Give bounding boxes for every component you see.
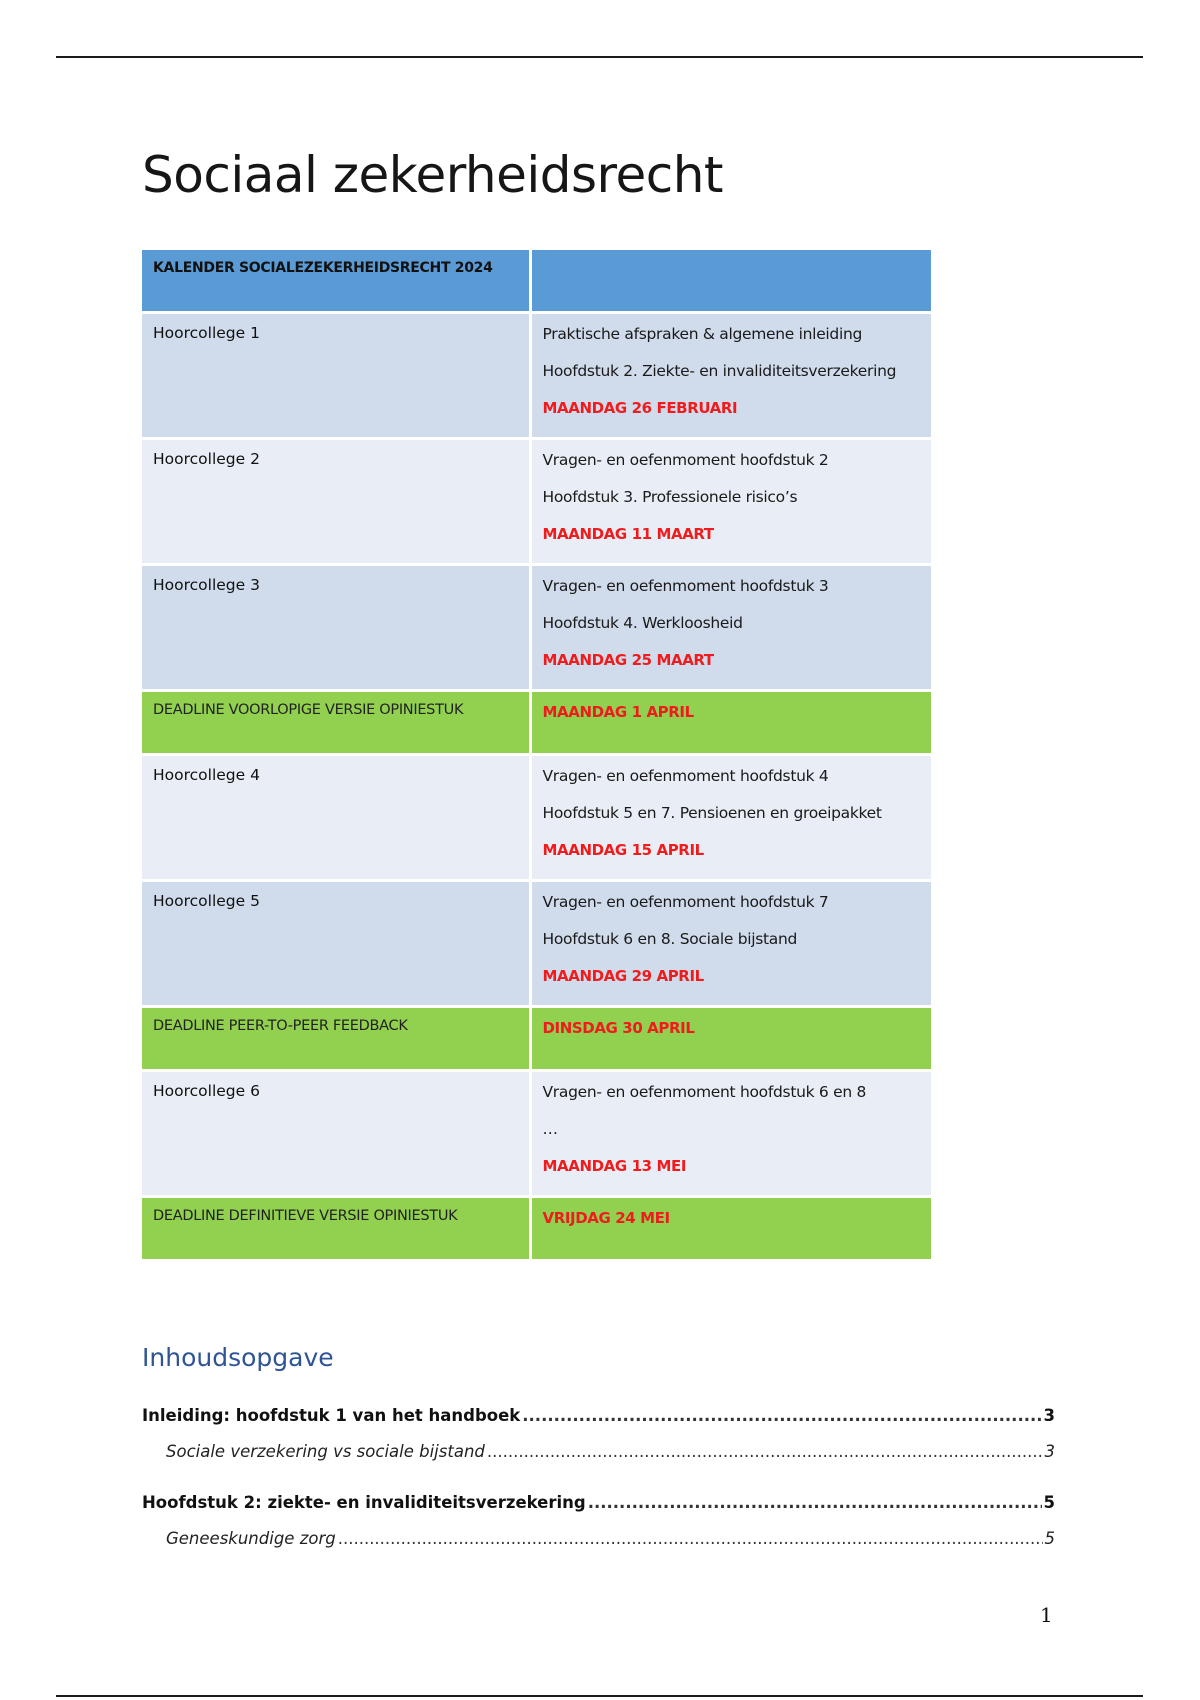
session-details [530, 565, 931, 691]
session-chapter: Hoofdstuk 6 en 8. Sociale bijstand [542, 930, 798, 948]
toc-page-number[interactable]: 5 [1044, 1529, 1055, 1548]
page-number: 1 [1040, 1603, 1053, 1627]
toc-page-number[interactable]: 5 [1043, 1493, 1055, 1512]
deadline-date: MAANDAG 1 APRIL [542, 703, 694, 721]
session-topic: Vragen- en oefenmoment hoofdstuk 6 en 8 [542, 1083, 867, 1101]
deadline-label: DEADLINE VOORLOPIGE VERSIE OPINIESTUK [142, 691, 530, 755]
table-row [142, 881, 931, 1007]
toc-heading: Inhoudsopgave [142, 1343, 334, 1372]
session-date: MAANDAG 15 APRIL [542, 841, 704, 859]
toc-leader [588, 1493, 1042, 1512]
toc-entry-text[interactable]: Sociale verzekering vs sociale bijstand [166, 1442, 485, 1461]
calendar-table [142, 250, 931, 1262]
toc-entry[interactable] [142, 1529, 1055, 1548]
session-topic: Vragen- en oefenmoment hoofdstuk 7 [542, 893, 829, 911]
session-details [530, 1071, 931, 1197]
session-label: Hoorcollege 3 [142, 565, 530, 691]
session-label: Hoorcollege 1 [142, 313, 530, 439]
deadline-date: DINSDAG 30 APRIL [542, 1019, 695, 1037]
toc-entry[interactable] [142, 1406, 1055, 1425]
deadline-date: VRIJDAG 24 MEI [542, 1209, 670, 1227]
session-label: Hoorcollege 2 [142, 439, 530, 565]
session-topic: Praktische afspraken & algemene inleiding [542, 325, 863, 343]
bottom-rule [56, 1695, 1143, 1697]
deadline-row [142, 691, 931, 755]
toc-leader [338, 1529, 1043, 1548]
document-title: Sociaal zekerheidsrecht [142, 146, 724, 204]
top-rule [56, 56, 1143, 58]
toc-leader [522, 1406, 1041, 1425]
session-chapter: … [542, 1120, 558, 1138]
toc-entry-text[interactable]: Hoofdstuk 2: ziekte- en invaliditeitsverzekering [142, 1493, 586, 1512]
toc-entry[interactable] [142, 1442, 1055, 1461]
session-details [530, 755, 931, 881]
toc-entry-text[interactable]: Inleiding: hoofdstuk 1 van het handboek [142, 1406, 521, 1425]
table-row [142, 1071, 931, 1197]
session-date: MAANDAG 29 APRIL [542, 967, 704, 985]
session-topic: Vragen- en oefenmoment hoofdstuk 3 [542, 577, 829, 595]
session-chapter: Hoofdstuk 4. Werkloosheid [542, 614, 743, 632]
session-label: Hoorcollege 4 [142, 755, 530, 881]
toc-entry-text[interactable]: Geneeskundige zorg [166, 1529, 336, 1548]
table-row [142, 565, 931, 691]
calendar-header-right [530, 250, 931, 313]
toc-entry[interactable] [142, 1493, 1055, 1512]
table-row [142, 313, 931, 439]
session-date: MAANDAG 26 FEBRUARI [542, 399, 738, 417]
deadline-details [530, 1197, 931, 1261]
session-chapter: Hoofdstuk 3. Professionele risico’s [542, 488, 798, 506]
session-date: MAANDAG 25 MAART [542, 651, 714, 669]
session-details [530, 881, 931, 1007]
session-details [530, 313, 931, 439]
table-row [142, 439, 931, 565]
session-chapter: Hoofdstuk 5 en 7. Pensioenen en groeipakket [542, 804, 882, 822]
deadline-label: DEADLINE DEFINITIEVE VERSIE OPINIESTUK [142, 1197, 530, 1261]
calendar-header: KALENDER SOCIALEZEKERHEIDSRECHT 2024 [142, 250, 530, 313]
session-label: Hoorcollege 6 [142, 1071, 530, 1197]
deadline-row [142, 1197, 931, 1261]
toc-page-number[interactable]: 3 [1043, 1406, 1055, 1425]
toc-page-number[interactable]: 3 [1044, 1442, 1055, 1461]
table-row [142, 755, 931, 881]
session-date: MAANDAG 13 MEI [542, 1157, 687, 1175]
deadline-label: DEADLINE PEER-TO-PEER FEEDBACK [142, 1007, 530, 1071]
deadline-details [530, 1007, 931, 1071]
session-topic: Vragen- en oefenmoment hoofdstuk 4 [542, 767, 829, 785]
session-label: Hoorcollege 5 [142, 881, 530, 1007]
toc-leader [487, 1442, 1043, 1461]
session-topic: Vragen- en oefenmoment hoofdstuk 2 [542, 451, 829, 469]
session-date: MAANDAG 11 MAART [542, 525, 714, 543]
calendar-header-row [142, 250, 931, 313]
deadline-row [142, 1007, 931, 1071]
session-chapter: Hoofdstuk 2. Ziekte- en invaliditeitsverzekering [542, 362, 897, 380]
deadline-details [530, 691, 931, 755]
session-details [530, 439, 931, 565]
